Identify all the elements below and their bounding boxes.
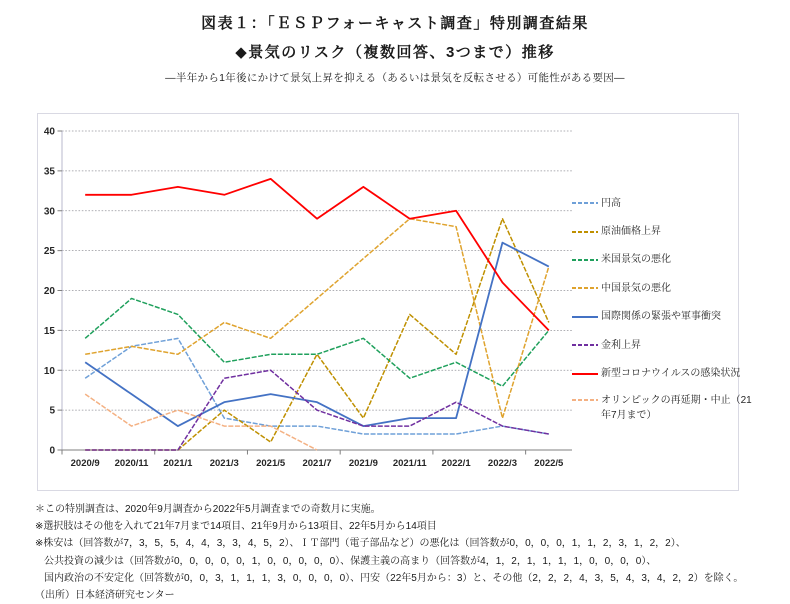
- chart-legend: [572, 189, 756, 423]
- legend-label: 米国景気の悪化: [601, 254, 671, 266]
- svg-text:2021/7: 2021/7: [302, 458, 332, 469]
- legend-item: [572, 359, 756, 387]
- x-axis-labels: [62, 450, 564, 469]
- legend-line-swatch: [572, 259, 598, 261]
- legend-line-swatch: [572, 287, 598, 289]
- legend-label: 金利上昇: [601, 339, 641, 351]
- series-line-オリンピックの再延期・中止（21年7月まで）: [85, 394, 317, 450]
- legend-line-swatch: [572, 316, 598, 318]
- y-axis-labels: [44, 127, 62, 457]
- svg-text:40: 40: [43, 126, 55, 138]
- legend-label: 国際関係の緊張や軍事衝突: [601, 311, 721, 323]
- legend-item: [572, 388, 756, 423]
- svg-text:30: 30: [43, 206, 55, 218]
- legend-item: [572, 217, 756, 245]
- footnote-line: ※株安は（回答数が7，3，5，5，4，4，3，3，4，5，2）、ＩＴ部門（電子部品など）の悪化は（回答数が0，0，0，0，1，1，2，3，1，2，2）、: [35, 538, 686, 550]
- series-line-中国景気の悪化: [85, 219, 549, 418]
- legend-item: [572, 189, 756, 217]
- chart-subtitle: ◆景気のリスク（複数回答、3つまで）推移: [235, 44, 555, 61]
- legend-line-swatch: [572, 231, 598, 233]
- series-line-新型コロナウイルスの感染状況: [85, 179, 549, 331]
- svg-text:10: 10: [43, 365, 55, 377]
- footnote-line: 公共投資の減少は（回答数が0，0，0，0，0，1，0，0，0，0，0）、保護主義の高まり（回答数が4，1，2，1，1，1，1，0，0，0，0）、: [44, 555, 657, 567]
- footnote-line: 国内政治の不安定化（回答数が0，0，3，1，1，1，3，0，0，0，0）、円安（22年5月から：3）と、その他（2，2，2，4，3，5，4，3，4，2，2）を除く。: [44, 572, 744, 584]
- source-line: （出所）日本経済研究センター: [35, 590, 175, 602]
- svg-text:2022/5: 2022/5: [534, 458, 564, 469]
- footnote-line: ＊この特別調査は、2020年9月調査から2022年5月調査までの奇数月に実施。: [35, 504, 381, 515]
- svg-text:15: 15: [43, 325, 55, 337]
- svg-text:25: 25: [43, 246, 55, 258]
- series-line-原油価格上昇: [85, 219, 549, 450]
- svg-text:20: 20: [43, 286, 55, 297]
- legend-label: 中国景気の悪化: [601, 282, 671, 294]
- legend-item: [572, 246, 756, 274]
- legend-line-swatch: [572, 399, 598, 401]
- chart-caption: ―半年から1年後にかけて景気上昇を抑える（あるいは景気を反転させる）可能性がある要因―: [165, 72, 625, 84]
- legend-item: [572, 331, 756, 359]
- svg-text:2022/3: 2022/3: [487, 458, 517, 469]
- svg-text:2021/5: 2021/5: [256, 458, 286, 469]
- legend-line-swatch: [572, 373, 598, 375]
- series-line-円高: [85, 338, 549, 434]
- svg-text:2020/9: 2020/9: [70, 458, 100, 469]
- legend-label: 新型コロナウイルスの感染状況: [601, 368, 741, 380]
- legend-label: 原油価格上昇: [601, 226, 661, 238]
- legend-label: オリンピックの再延期・中止（21年7月まで）: [601, 394, 752, 421]
- footnote-line: ※選択肢はその他を入れて21年7月まで14項目、21年9月から13項目、22年5月から14項目: [35, 521, 437, 533]
- legend-item: [572, 303, 756, 331]
- legend-line-swatch: [572, 202, 598, 204]
- svg-text:2021/3: 2021/3: [209, 458, 239, 469]
- footnotes: [35, 501, 770, 604]
- svg-text:2021/1: 2021/1: [163, 458, 193, 469]
- svg-text:5: 5: [49, 405, 55, 417]
- page-title: 図表１：「ＥＳＰフォーキャスト調査」特別調査結果: [201, 15, 589, 32]
- series-lines: [85, 179, 549, 450]
- svg-text:0: 0: [49, 445, 55, 457]
- svg-text:2021/11: 2021/11: [392, 458, 427, 469]
- svg-text:2021/9: 2021/9: [348, 458, 378, 469]
- legend-item: [572, 274, 756, 302]
- svg-text:2022/1: 2022/1: [441, 458, 471, 469]
- svg-text:35: 35: [43, 166, 55, 178]
- svg-text:2020/11: 2020/11: [114, 458, 149, 469]
- series-line-国際関係の緊張や軍事衝突: [85, 243, 549, 426]
- legend-line-swatch: [572, 344, 598, 346]
- legend-label: 円高: [601, 197, 621, 209]
